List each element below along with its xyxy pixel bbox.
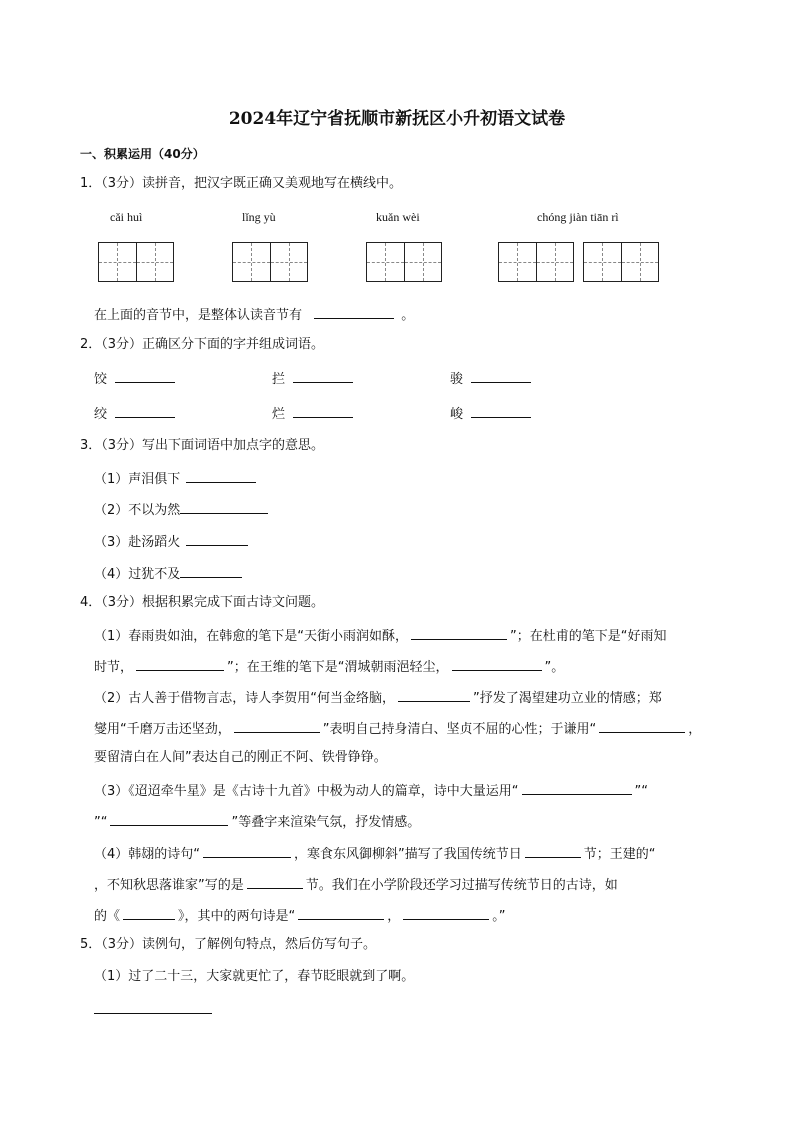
q4-line-1: （1）春雨贵如油，在韩愈的笔下是“天街小雨润如酥， ”；在杜甫的笔下是“好雨知 — [94, 625, 667, 646]
char-row1-2: 拦 — [272, 368, 356, 389]
answer-blank[interactable] — [471, 403, 531, 418]
answer-blank[interactable] — [525, 843, 581, 858]
q5-item-1: （1）过了二十三，大家就更忙了，春节眨眼就到了啊。 — [94, 969, 415, 984]
answer-blank[interactable] — [136, 656, 224, 671]
writing-box-2[interactable] — [232, 242, 308, 282]
answer-blank[interactable] — [234, 718, 320, 733]
char-row2-1: 绞 — [94, 403, 178, 424]
writing-box-4b[interactable] — [583, 242, 659, 282]
answer-line[interactable] — [94, 1013, 212, 1014]
answer-blank[interactable] — [452, 656, 542, 671]
answer-blank[interactable] — [123, 905, 175, 920]
answer-blank[interactable] — [110, 811, 228, 826]
pinyin-4: chóng jiàn tiān rì — [537, 210, 619, 224]
q4-line-6: （3）《迢迢牵牛星》是《古诗十九首》中极为动人的篇章，诗中大量运用“ ”“ — [94, 780, 648, 801]
q4-line-3: （2）古人善于借物言志，诗人李贺用“何当金络脑， ”抒发了渴望建功立业的情感；郑 — [94, 687, 662, 708]
answer-blank[interactable] — [115, 368, 175, 383]
char-row2-3: 峻 — [450, 403, 534, 424]
answer-blank[interactable] — [115, 403, 175, 418]
question-4-stem: 4．（3分）根据积累完成下面古诗文问题。 — [80, 595, 325, 610]
q4-line-5: 要留清白在人间”表达自己的刚正不阿、铁骨铮铮。 — [94, 750, 387, 765]
answer-blank[interactable] — [398, 687, 470, 702]
follow-end: 。 — [401, 308, 415, 323]
answer-blank[interactable] — [314, 304, 394, 319]
q4-line-8: （4）韩翃的诗句“ ，寒食东风御柳斜”描写了我国传统节日 节；王建的“ — [94, 843, 656, 864]
question-1-follow — [94, 304, 414, 325]
char-row2-2: 烂 — [272, 403, 356, 424]
q3-item-4: （4）过犹不及 — [94, 563, 245, 584]
page-title: 2024年辽宁省抚顺市新抚区小升初语文试卷 — [228, 109, 566, 129]
question-2-stem: 2．（3分）正确区分下面的字并组成词语。 — [80, 337, 325, 352]
question-5-stem: 5．（3分）读例句，了解例句特点，然后仿写句子。 — [80, 937, 377, 952]
writing-box-4a[interactable] — [498, 242, 574, 282]
q4-line-2: 时节， ”；在王维的笔下是“渭城朝雨浥轻尘， ”。 — [94, 656, 564, 677]
answer-blank[interactable] — [522, 780, 632, 795]
writing-box-1[interactable] — [98, 242, 174, 282]
answer-blank[interactable] — [203, 843, 291, 858]
question-1-stem: 1．（3分）读拼音，把汉字既正确又美观地写在横线中。 — [80, 176, 403, 191]
q4-line-4: 燮用“千磨万击还坚劲， ”表明自己持身清白、坚贞不屈的心性；于谦用“ ， — [94, 718, 701, 739]
answer-blank[interactable] — [186, 531, 248, 546]
answer-blank[interactable] — [471, 368, 531, 383]
q3-item-1: （1）声泪俱下 — [94, 468, 259, 489]
answer-blank[interactable] — [247, 874, 303, 889]
char-row1-3: 骏 — [450, 368, 534, 389]
question-3-stem: 3．（3分）写出下面词语中加点字的意思。 — [80, 438, 325, 453]
char-row1-1: 饺 — [94, 368, 178, 389]
pinyin-1: cǎi huì — [110, 210, 143, 224]
answer-blank[interactable] — [293, 368, 353, 383]
answer-blank[interactable] — [599, 718, 685, 733]
follow-text: 在上面的音节中，是整体认读音节有 — [94, 308, 303, 323]
q4-line-7: ”“ ”等叠字来渲染气氛，抒发情感。 — [94, 811, 420, 832]
answer-blank[interactable] — [403, 905, 489, 920]
writing-box-3[interactable] — [366, 242, 442, 282]
pinyin-3: kuǎn wèi — [376, 210, 420, 224]
q3-item-3: （3）赴汤蹈火 — [94, 531, 251, 552]
answer-blank[interactable] — [298, 905, 384, 920]
answer-blank[interactable] — [180, 563, 242, 578]
q3-item-2: （2）不以为然 — [94, 499, 271, 520]
answer-blank[interactable] — [180, 499, 268, 514]
q4-line-10: 的《 》，其中的两句诗是“ ， 。” — [94, 905, 506, 926]
section-heading: 一、积累运用（40分） — [80, 147, 205, 161]
answer-blank[interactable] — [293, 403, 353, 418]
answer-blank[interactable] — [411, 625, 507, 640]
answer-blank[interactable] — [186, 468, 256, 483]
pinyin-2: lǐng yù — [242, 210, 276, 224]
q4-line-9: ，不知秋思落谁家”写的是 节。我们在小学阶段还学习过描写传统节日的古诗，如 — [94, 874, 618, 895]
